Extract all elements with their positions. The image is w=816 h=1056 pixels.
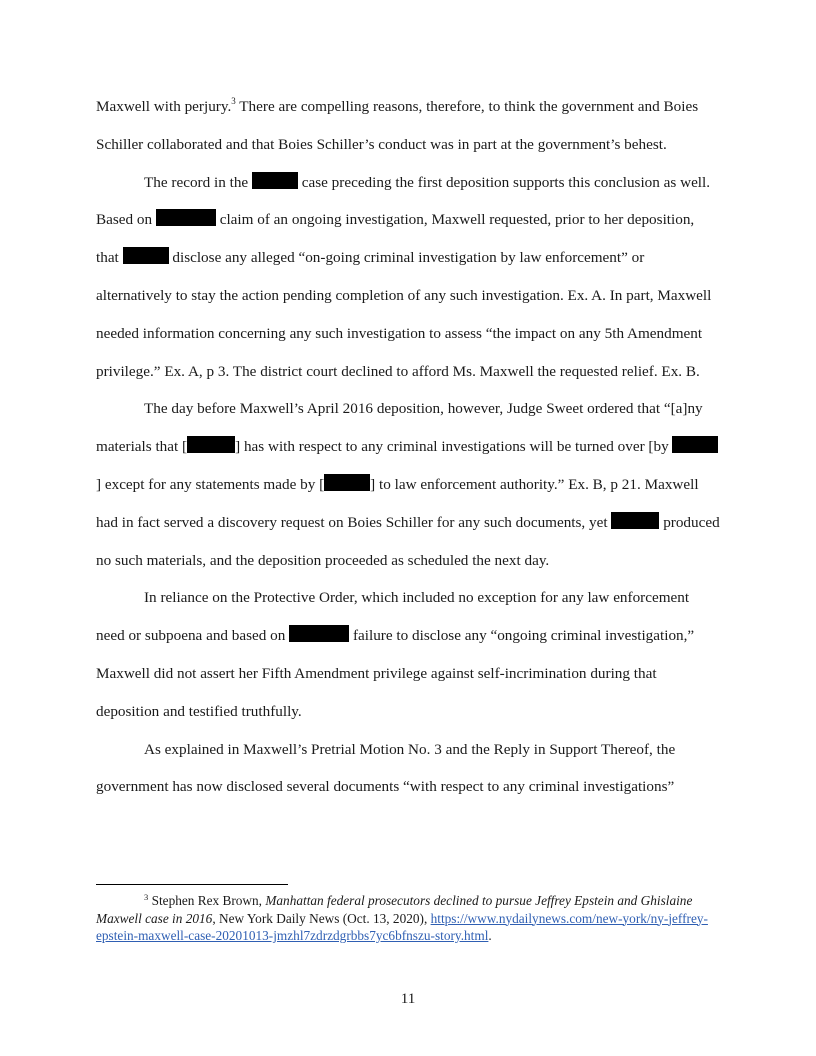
footnote-author: Stephen Rex Brown, <box>148 893 266 908</box>
footnote-url-link[interactable]: https://www.nydailynews.com/new-york/ny-jeffrey-epstein-maxwell-case-20201013-jmzhl7zdrzdgrbbs7yc6bfnszu-story.html <box>96 910 708 943</box>
footnote-article-title: Manhattan federal prosecutors declined to pursue Jeffrey Epstein and Ghislaine Maxwell case in 2016 <box>96 893 693 926</box>
paragraph-text: failure to disclose any “ongoing criminal investigation,” Maxwell did not assert her Fifth Amendment privilege against self-incrimination during that deposition and testified truthfully. <box>96 627 695 720</box>
paragraph-text: produced no such materials, and the deposition proceeded as scheduled the next day. <box>96 513 720 569</box>
redaction-box <box>252 172 298 189</box>
paragraph <box>96 164 720 391</box>
paragraph-text: The record in the <box>144 173 252 191</box>
footnote-marker: 3 <box>144 892 149 902</box>
paragraph-text: Maxwell with perjury. <box>96 98 232 115</box>
paragraph <box>96 579 720 730</box>
redaction-box <box>324 474 370 491</box>
paragraph <box>96 88 720 164</box>
footnote-trailing: . <box>488 928 492 943</box>
redaction-box <box>187 436 235 453</box>
paragraph-text: As explained in Maxwell’s Pretrial Motion No. 3 and the Reply in Support Thereof, the government has now disclosed several documents “with respect to any criminal investigations” <box>96 740 676 796</box>
redaction-box <box>156 209 216 226</box>
paragraph-text: There are compelling reasons, therefore, to think the government and Boies Schiller collaborated and that Boies Schiller’s conduct was in part at the government’s behest. <box>96 98 699 153</box>
footnote-separator <box>96 884 288 885</box>
page-number: 11 <box>400 990 416 1007</box>
footnote-text <box>96 892 720 945</box>
paragraph-text: ] except for any statements made by [ <box>96 475 325 493</box>
paragraph-text: The day before Maxwell’s April 2016 deposition, however, Judge Sweet ordered that “[a]ny materials that [ <box>96 400 703 456</box>
paragraph-text: In reliance on the Protective Order, which included no exception for any law enforcement need or subpoena and based on <box>96 589 690 645</box>
paragraph <box>96 731 720 807</box>
paragraph-text: claim of an ongoing investigation, Maxwell requested, prior to her deposition, that <box>96 211 695 267</box>
paragraph <box>96 390 720 579</box>
paragraph-text: case preceding the first deposition supports this conclusion as well. Based on <box>96 173 711 229</box>
paragraph-text: ] has with respect to any criminal investigations will be turned over [by <box>235 438 673 456</box>
document-page <box>96 88 720 806</box>
body-text <box>96 88 720 806</box>
redaction-box <box>123 247 169 264</box>
footnote-reference: 3 <box>231 96 236 106</box>
redaction-box <box>289 625 349 642</box>
footnote-publication: , New York Daily News (Oct. 13, 2020), <box>212 910 431 926</box>
paragraph-text: disclose any alleged “on-going criminal investigation by law enforcement” or alternatively to stay the action pending completion of any such investigation. Ex. A. In part, Maxwell needed information concerning any such investigation to assess “the impact on any 5th Amendment privilege.” Ex. A, p 3. The district court declined to afford Ms. Maxwell the requested relief. Ex. B. <box>96 249 712 380</box>
footnote-3 <box>96 892 720 945</box>
paragraph-text: ] to law enforcement authority.” Ex. B, p 21. Maxwell had in fact served a discovery request on Boies Schiller for any such documents, yet <box>96 475 699 531</box>
redaction-box <box>611 512 659 529</box>
redaction-box <box>672 436 718 453</box>
